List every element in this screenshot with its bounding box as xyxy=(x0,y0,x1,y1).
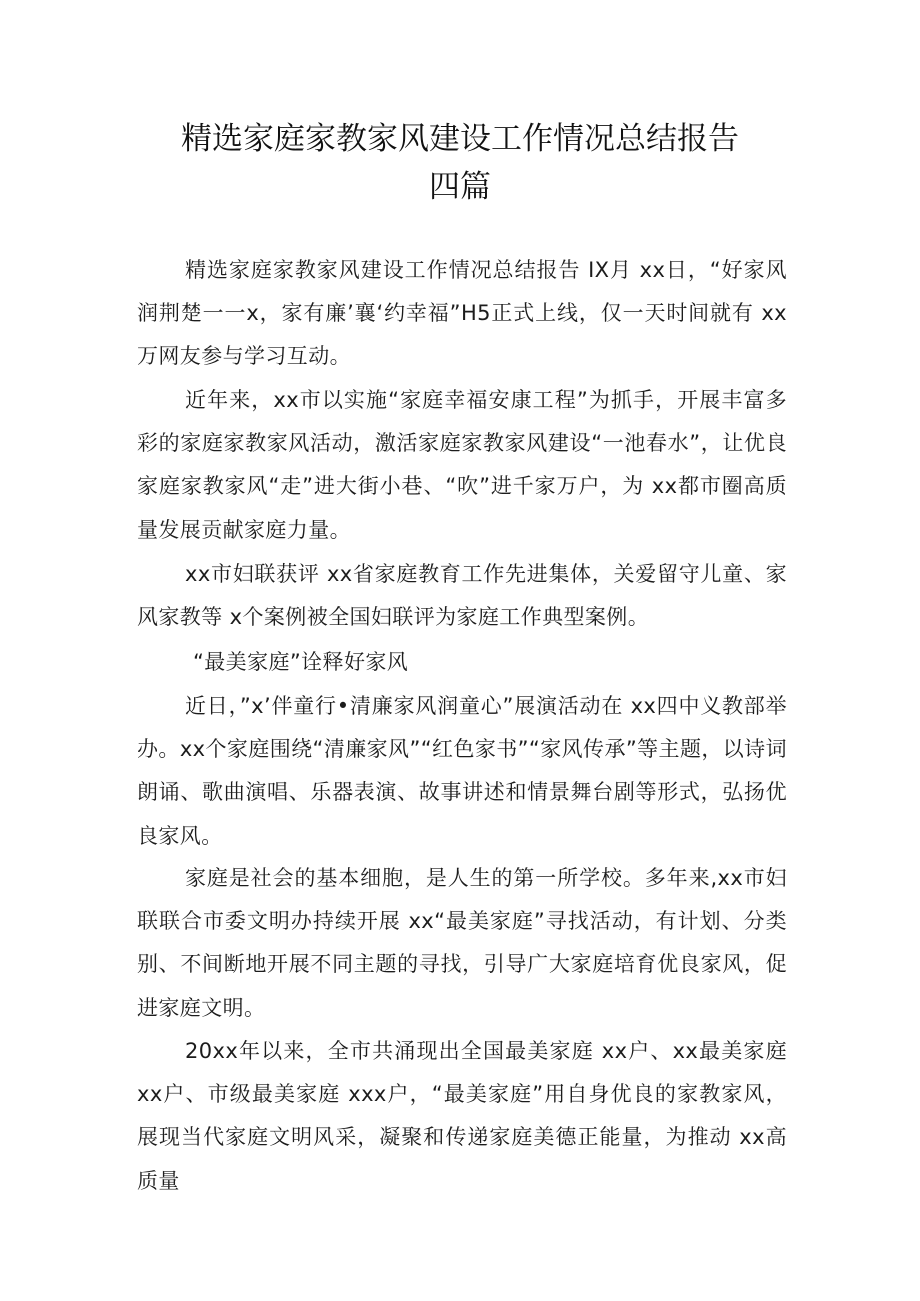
paragraph-intro: 精选家庭家教家风建设工作情况总结报告 IX月 xx日，“好家风润荆楚一一x，家有廉’襄‘约幸福”H5正式上线，仅一天时间就有 xx万网友参与学习互动。 xyxy=(137,258,787,369)
paragraph-awards: xx市妇联获评 xx省家庭教育工作先进集体，关爱留守儿童、家风家教等 x个案例被全国妇联评为家庭工作典型案例。 xyxy=(137,562,787,630)
section-heading: “最美家庭”诠释好家风 xyxy=(193,650,409,674)
document-title-continued: 四篇 xyxy=(429,169,491,205)
paragraph-statistics: 20xx年以来，全市共涌现出全国最美家庭 xx户、xx最美家庭 xx户、市级最美家庭 xxx户，“最美家庭”用自身优良的家教家风，展现当代家庭文明风采，凝聚和传递家庭美德正能量，为推动 xx高质量 xyxy=(137,1039,787,1193)
paragraph-recent-years: 近年来，xx市以实施“家庭幸福安康工程”为抓手，开展丰富多彩的家庭家教家风活动，激活家庭家教家风建设“一池春水”，让优良家庭家教家风“走”进大街小巷、“吹”进千家万户，为 xx都市圈高质量发展贡献家庭力量。 xyxy=(137,388,787,542)
document-title: 精选家庭家教家风建设工作情况总结报告 xyxy=(181,121,739,157)
paragraph-family-cell: 家庭是社会的基本细胞，是人生的第一所学校。多年来,xx市妇联联合市委文明办持续开展 xx“最美家庭”寻找活动，有计划、分类别、不间断地开展不同主题的寻找，引导广大家庭培育优良家风，促进家庭文明。 xyxy=(137,866,787,1020)
paragraph-event: 近日，”x’伴童行•清廉家风润童心”展演活动在 xx四中义教部举办。xx个家庭围绕“清廉家风”“红色家书”“家风传承”等主题，以诗词朗诵、歌曲演唱、乐器表演、故事讲述和情景舞台剧等形式，弘扬优良家风。 xyxy=(137,694,787,848)
